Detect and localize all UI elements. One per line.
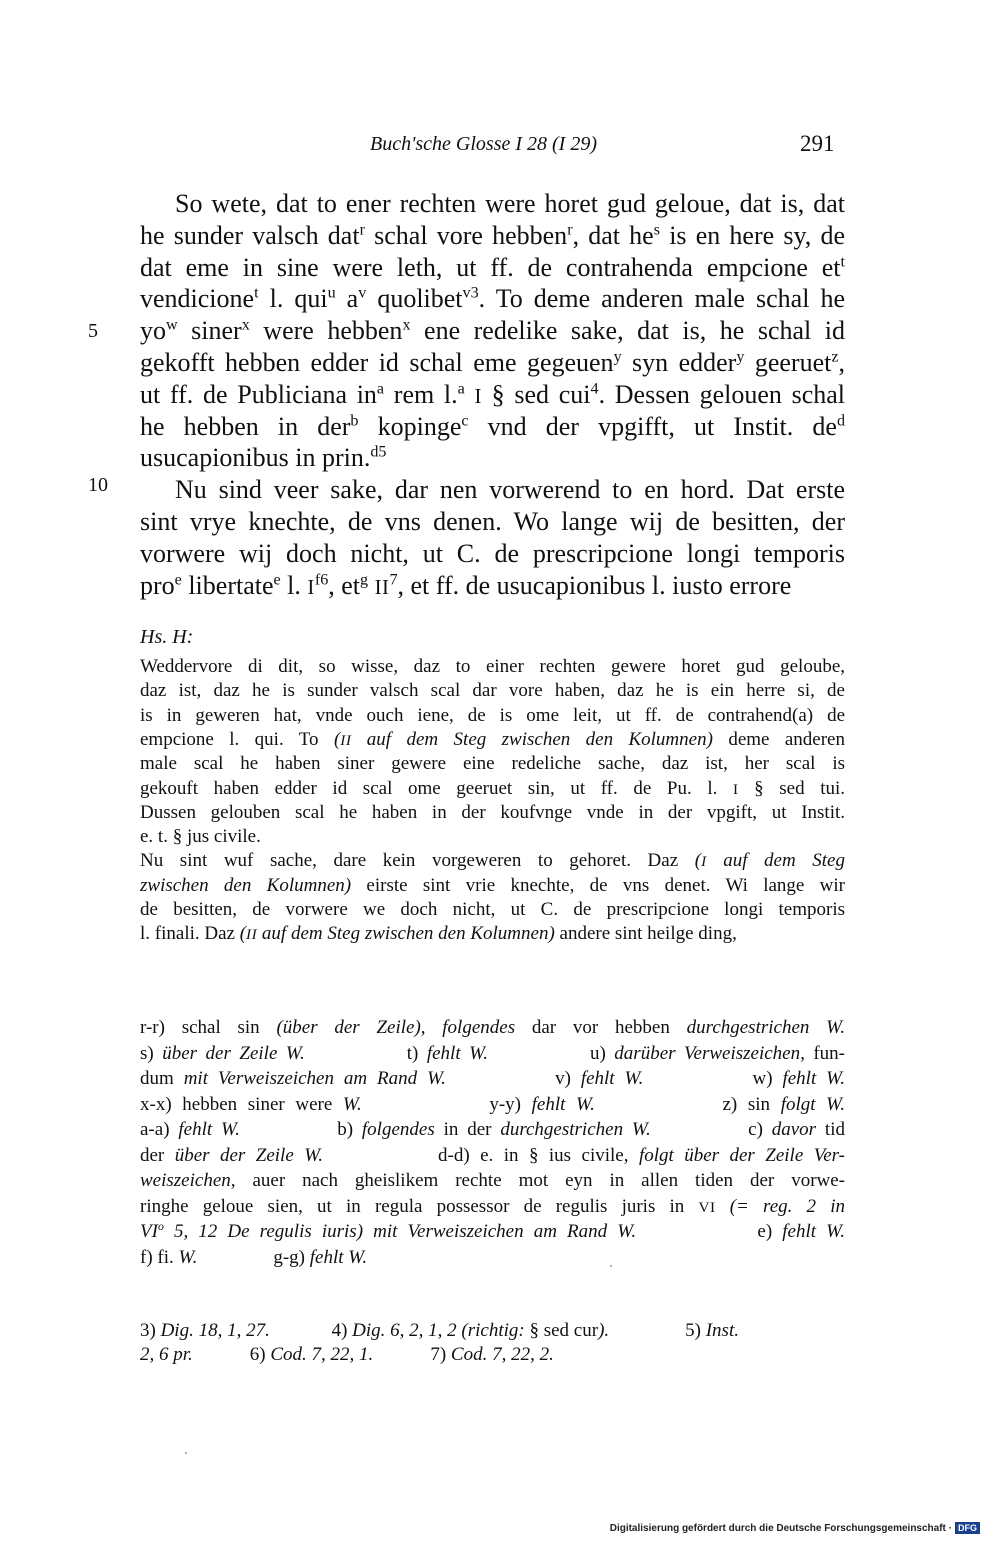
- main-text-line: pro$^e$ libertate$^e$ l. $I^{f6}$, $et^g$ $II^7$, et ff. de usucapionibus l. iusto errore: [140, 570, 792, 600]
- hs-heading: Hs. H:: [140, 626, 194, 648]
- hs-text-line: male scal he haben siner gewere eine redeliche sache, daz ist, her scal is: [140, 753, 845, 775]
- apparatus-line: der über der Zeile W. d-d) e. in § ius civile, folgt über der Zeile Ver-: [140, 1144, 845, 1166]
- main-text-line: Nu sind veer sake, dar nen vorwerend to en hord. Dat erste: [175, 475, 845, 505]
- digitization-credit: [610, 1522, 980, 1534]
- speck: [610, 1265, 612, 1267]
- credit-text: Digitalisierung gefördert durch die Deutsche Forschungsgemeinschaft ·: [609, 1523, 952, 1534]
- main-text-line: vendicione$^t$ l. qui$^u$ $a^v$ quolibet$^{v3}$. To deme anderen male schal he: [140, 284, 845, 314]
- hs-text-line: Nu sint wuf sache, dare kein vorgeweren to gehoret. Daz (I auf dem Steg: [140, 850, 845, 872]
- apparatus-line: a-a) fehlt W. b) folgendes in der durchgestrichen W. c) davor tid: [140, 1119, 845, 1140]
- hs-text-line: l. finali. Daz (II auf dem Steg zwischen den Kolumnen) andere sint heilge ding,: [140, 923, 737, 945]
- hs-text-line: e. t. § jus civile.: [140, 826, 261, 848]
- apparatus-line: x-x) hebben siner were W. y-y) fehlt W. z) sin folgt W.: [140, 1093, 846, 1115]
- running-title: Buch'sche Glosse I 28 (I 29): [370, 133, 597, 155]
- apparatus-line: ringhe geloue sien, ut in regula possessor de regulis juris in VI (= reg. 2 in: [140, 1195, 845, 1217]
- main-text-line: sint vrye knechte, de vns denen. Wo lange wij de besitten, der: [140, 507, 845, 536]
- main-text-line: gekofft hebben edder id schal eme gegeuen$^y$ syn edder$^y$ geeruet$^z$,: [140, 348, 845, 377]
- main-text-line: he sunder valsch dat$^r$ schal vore hebben$^r$, dat $he^s$ is en here sy, de: [140, 220, 845, 250]
- main-text-line: vorwere wij doch nicht, ut C. de prescripcione longi temporis: [140, 538, 845, 568]
- page-number: 291: [800, 131, 835, 156]
- hs-text-line: de besitten, de vorwere we doch nicht, ut C. de prescripcione longi temporis: [140, 899, 845, 920]
- apparatus-line: $VI^o$ 5, 12 De regulis iuris) mit Verweiszeichen am Rand W. e) fehlt W.: [140, 1219, 845, 1242]
- main-text-line: ut ff. de Publiciana $in^a$ rem l.$^a$ I § sed cui$^4$. Dessen gelouen schal: [140, 379, 846, 409]
- apparatus-line: f) fi. W. g-g) fehlt W.: [140, 1246, 368, 1268]
- apparatus-line: weiszeichen, auer nach gheislikem rechte mot eyn in allen tiden der vorwe-: [140, 1170, 845, 1191]
- main-text-line: he hebben in der$^b$ kopinge$^c$ vnd der vpgifft, ut Instit. $de^d$: [140, 411, 846, 441]
- main-text-line: usucapionibus in prin.$^{d5}$: [140, 443, 387, 473]
- main-text-line: $yo^w$ siner$^x$ were hebben$^x$ ene redelike sake, dat is, he schal id: [140, 316, 845, 346]
- apparatus-line: dum mit Verweiszeichen am Rand W. v) fehlt W. w) fehlt W.: [140, 1068, 845, 1089]
- footnotes-line: 3) Dig. 18, 1, 27. 4) Dig. 6, 2, 1, 2 (richtig: § sed cur). 5) Inst.: [140, 1320, 739, 1341]
- hs-text-line: gekouft haben edder id scal ome geeruet sin, ut ff. de Pu. l. I § sed tui.: [140, 777, 846, 799]
- dfg-logo: DFG: [955, 1522, 980, 1534]
- main-text-line: So wete, dat to ener rechten were horet gud geloue, dat is, dat: [175, 189, 845, 218]
- main-text-line: dat eme in sine were leth, ut ff. de contrahenda empcione $et^t$: [140, 252, 845, 282]
- line-number-10: 10: [88, 474, 108, 496]
- speck: [185, 1452, 187, 1454]
- hs-text-line: zwischen den Kolumnen) eirste sint vrie knechte, de vns denet. Wi lange wir: [140, 874, 845, 896]
- apparatus-line: s) über der Zeile W. t) fehlt W. u) darüber Verweiszeichen, fun-: [140, 1042, 846, 1064]
- footnotes-line: 2, 6 pr. 6) Cod. 7, 22, 1. 7) Cod. 7, 22, 2.: [140, 1344, 554, 1365]
- hs-text-line: daz ist, daz he is sunder valsch scal dar vore haben, daz he is ein herre si, de: [140, 680, 845, 702]
- line-number-5: 5: [88, 320, 98, 342]
- hs-text-line: is in geweren hat, vnde ouch iene, de is ome leit, ut ff. de contrahend(a) de: [140, 704, 845, 726]
- hs-text-line: Dussen gelouben scal he haben in der koufvnge vnde in der vpgift, ut Instit.: [140, 801, 845, 823]
- apparatus-line: r-r) schal sin (über der Zeile), folgendes dar vor hebben durchgestrichen W.: [140, 1017, 845, 1038]
- hs-text-line: Weddervore di dit, so wisse, daz to einer rechten gewere horet gud geloube,: [140, 656, 845, 677]
- hs-text-line: empcione l. qui. To (II auf dem Steg zwischen den Kolumnen) deme anderen: [140, 728, 845, 750]
